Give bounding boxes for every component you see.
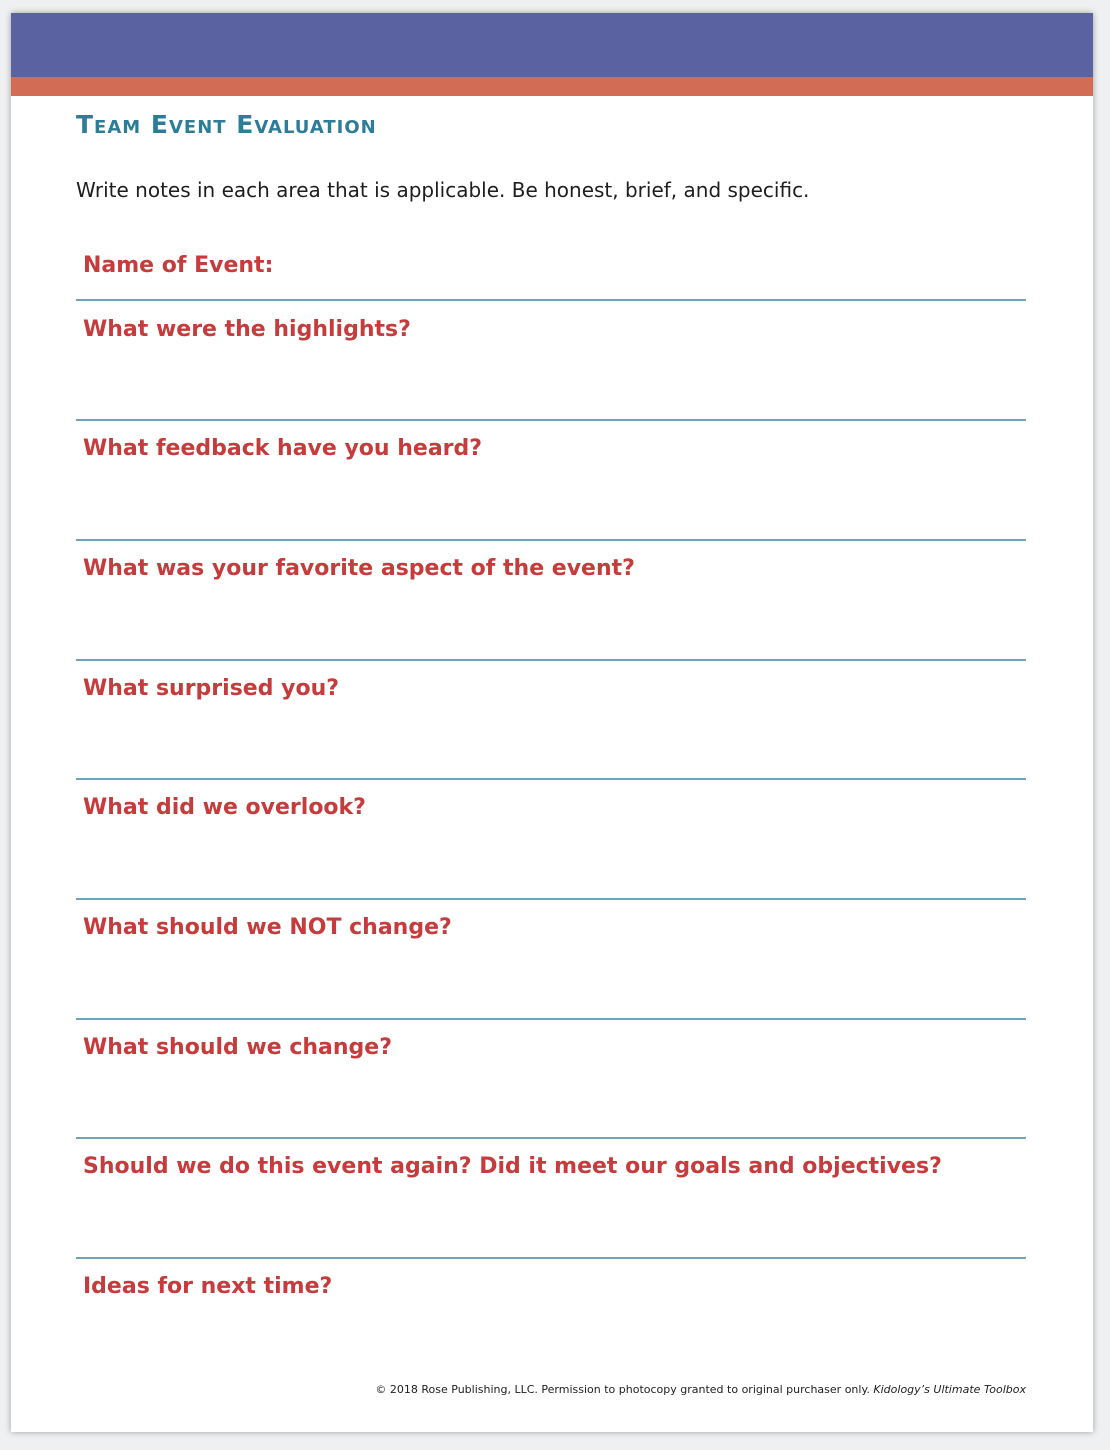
field-label-favorite-aspect: What was your favorite aspect of the event? [83,556,635,581]
field-divider [76,419,1026,421]
field-divider [76,299,1026,301]
field-label-overlook: What did we overlook? [83,795,366,820]
copyright-text: © 2018 Rose Publishing, LLC. Permission to photocopy granted to original purchaser only. [375,1383,870,1396]
field-divider [76,539,1026,541]
field-label-surprised: What surprised you? [83,676,339,701]
field-label-ideas: Ideas for next time? [83,1274,333,1299]
header-accent-stripe [11,77,1093,96]
header-band [11,13,1093,77]
field-divider [76,659,1026,661]
field-divider [76,778,1026,780]
field-label-highlights: What were the highlights? [83,317,411,342]
page-title: Team Event Evaluation [76,110,377,139]
field-divider [76,1137,1026,1139]
book-title: Kidology’s Ultimate Toolbox [873,1383,1026,1396]
worksheet-page [11,13,1093,1432]
field-divider [76,1257,1026,1259]
field-label-event-name: Name of Event: [83,253,274,278]
field-divider [76,1018,1026,1020]
field-label-change: What should we change? [83,1035,392,1060]
field-divider [76,898,1026,900]
field-label-feedback: What feedback have you heard? [83,436,483,461]
field-label-not-change: What should we NOT change? [83,915,452,940]
field-label-do-again: Should we do this event again? Did it meet our goals and objectives? [83,1154,942,1179]
instructions-text: Write notes in each area that is applicable. Be honest, brief, and specific. [76,178,810,202]
copyright-footer [375,1383,1026,1397]
